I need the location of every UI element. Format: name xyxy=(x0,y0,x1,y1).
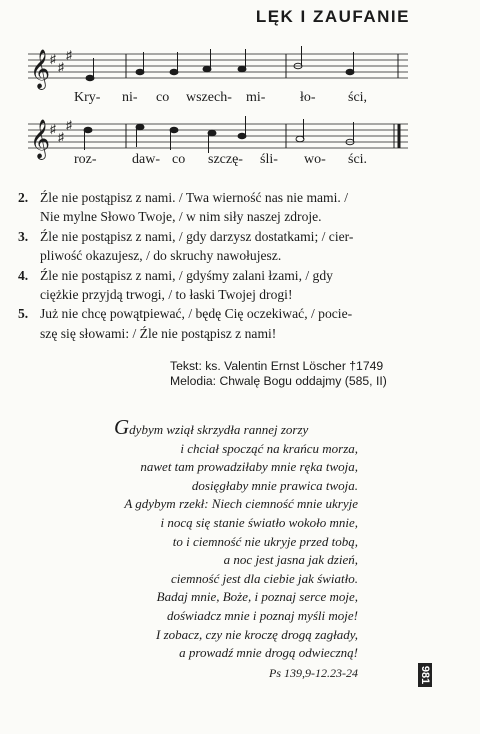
svg-text:♯: ♯ xyxy=(50,52,56,66)
psalm-first-line-text: dybym wziął skrzydła rannej zorzy xyxy=(129,422,309,437)
page-number-tab xyxy=(418,663,432,687)
verse-line: Źle nie postąpisz z nami. / Twa wierność nas nie mami. / xyxy=(40,190,348,205)
lyric-syllable: Kry- xyxy=(74,90,101,105)
psalm-line: i chciał spocząć na krańcu morza, xyxy=(180,440,358,456)
lyric-syllable: ści. xyxy=(348,152,368,167)
verse-5 xyxy=(18,304,403,343)
verse-number: 2. xyxy=(18,190,29,205)
verse-line: pliwość okazujesz, / do skruchy nawołujesz. xyxy=(40,248,282,264)
svg-text:♯: ♯ xyxy=(66,48,72,62)
svg-text:♯: ♯ xyxy=(58,60,64,74)
verses xyxy=(18,188,403,343)
lyric-syllable: szczę- xyxy=(208,152,243,167)
psalm-quote xyxy=(96,415,358,682)
psalm-line: A gdybym rzekł: Niech ciemność mnie ukryje xyxy=(124,496,358,512)
page-number: 981 xyxy=(419,665,432,685)
psalm-line: to i ciemność nie ukryje przed tobą, xyxy=(172,533,358,549)
svg-text:♯: ♯ xyxy=(50,122,56,136)
verse-2 xyxy=(18,188,403,227)
lyric-syllable: ło- xyxy=(300,90,316,105)
svg-text:♯: ♯ xyxy=(66,118,72,132)
lyric-syllable: ni- xyxy=(122,90,138,105)
music-staff-1 xyxy=(28,44,408,90)
lyric-syllable: co xyxy=(156,90,170,105)
psalm-line: dosięgłaby mnie prawica twoja. xyxy=(191,477,358,493)
verse-line: Źle nie postąpisz z nami, / gdyśmy zalani łzami, / gdy xyxy=(40,267,333,283)
psalm-line: a noc jest jasna jak dzień, xyxy=(223,552,358,568)
verse-number: 4. xyxy=(18,267,29,283)
drop-cap: G xyxy=(114,415,130,439)
lyric-syllable: mi- xyxy=(246,90,266,105)
psalm-line: nawet tam prowadziłaby mnie ręka twoja, xyxy=(140,459,358,475)
verse-4 xyxy=(18,266,403,305)
verse-line: ciężkie przyjdą trwogi, / to łaski Twojej drogi! xyxy=(40,287,293,303)
lyric-syllable: śli- xyxy=(260,152,278,167)
verse-number: 5. xyxy=(18,306,29,322)
svg-text:♯: ♯ xyxy=(58,130,64,144)
credit-text: Tekst: ks. Valentin Ernst Löscher †1749 xyxy=(170,359,384,373)
psalm-line: ciemność jest dla ciebie jak światło. xyxy=(170,570,358,586)
psalm-line: doświadcz mnie i poznaj myśli moje! xyxy=(166,607,358,623)
psalm-first-line xyxy=(96,415,358,440)
psalm-line: I zobacz, czy nie kroczę drogą zagłady, xyxy=(156,626,358,642)
credits xyxy=(170,359,387,389)
psalm-reference: Ps 139,9-12.23-24 xyxy=(269,665,358,680)
lyric-syllable: roz- xyxy=(74,152,97,167)
lyric-syllable: ści, xyxy=(348,90,368,105)
psalm-line: a prowadź mnie drogą odwieczną! xyxy=(179,645,358,661)
credit-melody: Melodia: Chwalę Bogu oddajmy (585, II) xyxy=(170,374,387,388)
page-title: LĘK I ZAUFANIE xyxy=(255,7,410,26)
lyric-syllable: wo- xyxy=(304,152,326,167)
lyrics-line-2 xyxy=(60,152,400,170)
verse-line: Źle nie postąpisz z nami, / gdy darzysz dostatkami; / cier- xyxy=(40,228,354,244)
lyrics-line-1 xyxy=(60,90,400,108)
verse-line: Nie mylne Słowo Twoje, / w nim siły naszej zdroje. xyxy=(40,209,322,225)
verse-line: Już nie chcę powątpiewać, / będę Cię oczekiwać, / pocie- xyxy=(40,306,353,322)
verse-line: szę się słowami: / Źle nie postąpisz z nami! xyxy=(40,325,277,341)
svg-text:𝄞: 𝄞 xyxy=(30,49,51,89)
psalm-line: i nocą się stanie światło wokoło mnie, xyxy=(160,514,358,530)
lyric-syllable: daw- xyxy=(132,152,160,167)
verse-3 xyxy=(18,227,403,266)
lyric-syllable: wszech- xyxy=(186,90,232,105)
lyric-syllable: co xyxy=(172,152,186,167)
psalm-line: Badaj mnie, Boże, i poznaj serce moje, xyxy=(156,589,358,605)
svg-text:𝄞: 𝄞 xyxy=(30,119,51,159)
verse-number: 3. xyxy=(18,228,29,244)
